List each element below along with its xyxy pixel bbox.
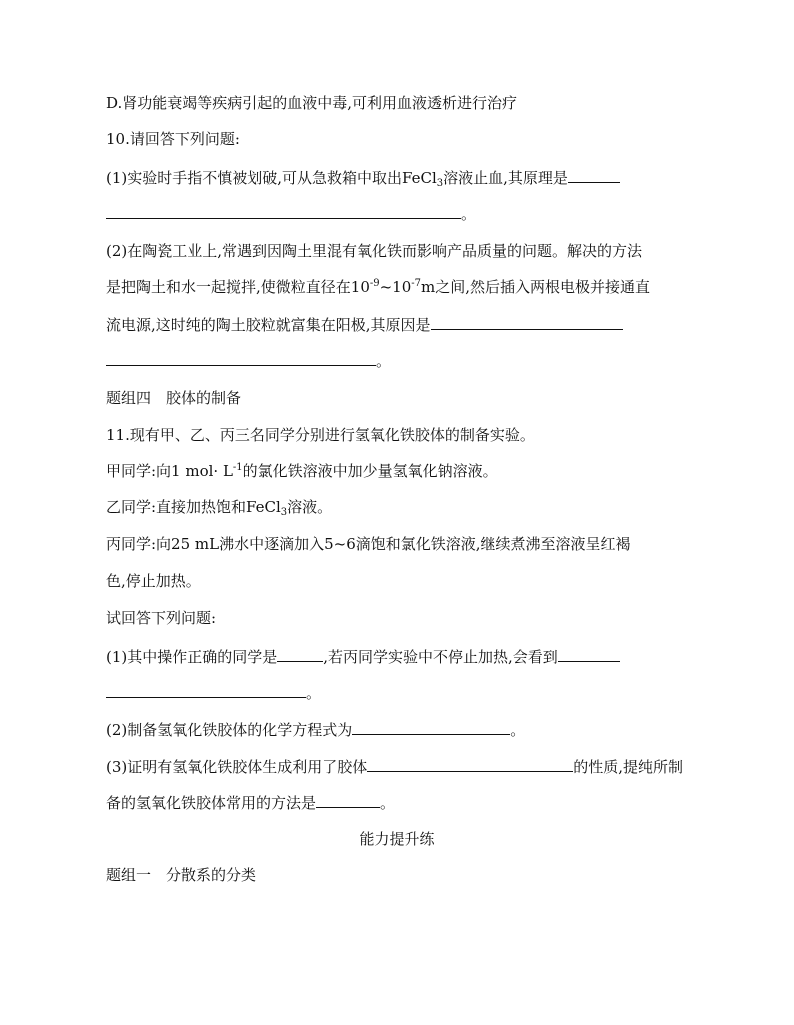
q10-2-text: (2)在陶瓷工业上,常遇到因陶土里混有氧化铁而影响产品质量的问题。解决的方法 [106, 242, 643, 260]
question-10-part-2-line4 [106, 349, 391, 372]
question-10-part-1 [106, 166, 620, 189]
q11-1-text-b: ,若丙同学实验中不停止加热,会看到 [323, 648, 558, 666]
question-11-heading [106, 424, 535, 446]
jia-text-a: 甲同学:向1 mol· L [106, 462, 233, 480]
period: 。 [510, 721, 526, 739]
yi-text-b: 溶液。 [287, 498, 333, 516]
student-yi [106, 496, 332, 518]
answer-blank[interactable] [106, 681, 306, 698]
answer-blank[interactable] [558, 645, 620, 662]
q10-1-text-a: (1)实验时手指不慎被划破,可从急救箱中取出FeCl [106, 169, 437, 187]
q10-2-text-d: 流电源,这时纯的陶土胶粒就富集在阳极,其原因是 [106, 316, 431, 334]
answer-blank[interactable] [277, 645, 323, 662]
section-title: 题组四 胶体的制备 [106, 389, 242, 407]
q11-3-text-a: (3)证明有氢氧化铁胶体生成利用了胶体 [106, 758, 368, 776]
q10-1-subscript: 3 [436, 178, 444, 189]
answer-blank[interactable] [316, 791, 380, 808]
question-10-part-2-line2 [106, 276, 650, 298]
jia-text-b: 的氯化铁溶液中加少量氢氧化钠溶液。 [242, 462, 498, 480]
bing-text-cont: 色,停止加热。 [106, 572, 201, 590]
superscript: -7 [411, 278, 422, 289]
q10-2-text-b: ~10 [379, 278, 412, 296]
option-d [106, 92, 517, 114]
superscript: -9 [369, 278, 380, 289]
student-jia [106, 460, 498, 482]
q11-3-text-b: 的性质,提纯所制 [573, 758, 684, 776]
superscript: -1 [232, 462, 243, 473]
question-10-heading [106, 128, 240, 150]
q10-2-text-c: m之间,然后插入两根电极并接通直 [421, 278, 651, 296]
question-11-part-3 [106, 755, 683, 778]
answer-blank[interactable] [367, 755, 573, 772]
student-bing-cont [106, 570, 201, 592]
q10-2-text-a: 是把陶土和水一起搅拌,使微粒直径在10 [106, 278, 370, 296]
student-bing [106, 533, 631, 555]
answer-blank[interactable] [106, 349, 376, 366]
question-10-part-2 [106, 240, 642, 262]
period: 。 [376, 352, 392, 370]
answer-prompt-text: 试回答下列问题: [106, 609, 217, 627]
subscript: 3 [280, 507, 288, 518]
answer-blank[interactable] [431, 313, 623, 330]
q11-1-text-a: (1)其中操作正确的同学是 [106, 648, 278, 666]
period: 。 [461, 205, 477, 223]
section-title-advanced [0, 828, 794, 850]
answer-prompt [106, 607, 216, 629]
bing-text: 丙同学:向25 mL沸水中逐滴加入5~6滴饱和氯化铁溶液,继续煮沸至溶液呈红褐 [106, 535, 631, 553]
section-title: 题组一 分散系的分类 [106, 866, 257, 884]
question-11-text: 11.现有甲、乙、丙三名同学分别进行氢氧化铁胶体的制备实验。 [106, 426, 535, 444]
yi-text-a: 乙同学:直接加热饱和FeCl [106, 498, 281, 516]
answer-blank[interactable] [568, 166, 620, 183]
q11-3-text-c: 备的氢氧化铁胶体常用的方法是 [106, 794, 317, 812]
question-11-part-1 [106, 645, 620, 668]
question-11-part-2 [106, 718, 525, 741]
answer-blank[interactable] [106, 202, 461, 219]
period: 。 [380, 794, 396, 812]
question-10-part-2-line3 [106, 313, 623, 336]
question-10-part-1-cont [106, 202, 476, 225]
q10-1-text-b: 溶液止血,其原理是 [443, 169, 568, 187]
question-10-text: 10.请回答下列问题: [106, 130, 240, 148]
advanced-practice-title: 能力提升练 [359, 830, 435, 848]
answer-blank[interactable] [352, 718, 510, 735]
option-d-text: D.肾功能衰竭等疾病引起的血液中毒,可利用血液透析进行治疗 [106, 94, 518, 112]
period: 。 [306, 684, 322, 702]
q11-2-text: (2)制备氢氧化铁胶体的化学方程式为 [106, 721, 353, 739]
question-11-part-1-cont [106, 681, 321, 704]
section-heading-group-4 [106, 387, 241, 409]
question-11-part-3-cont [106, 791, 395, 814]
section-heading-group-1 [106, 864, 256, 886]
